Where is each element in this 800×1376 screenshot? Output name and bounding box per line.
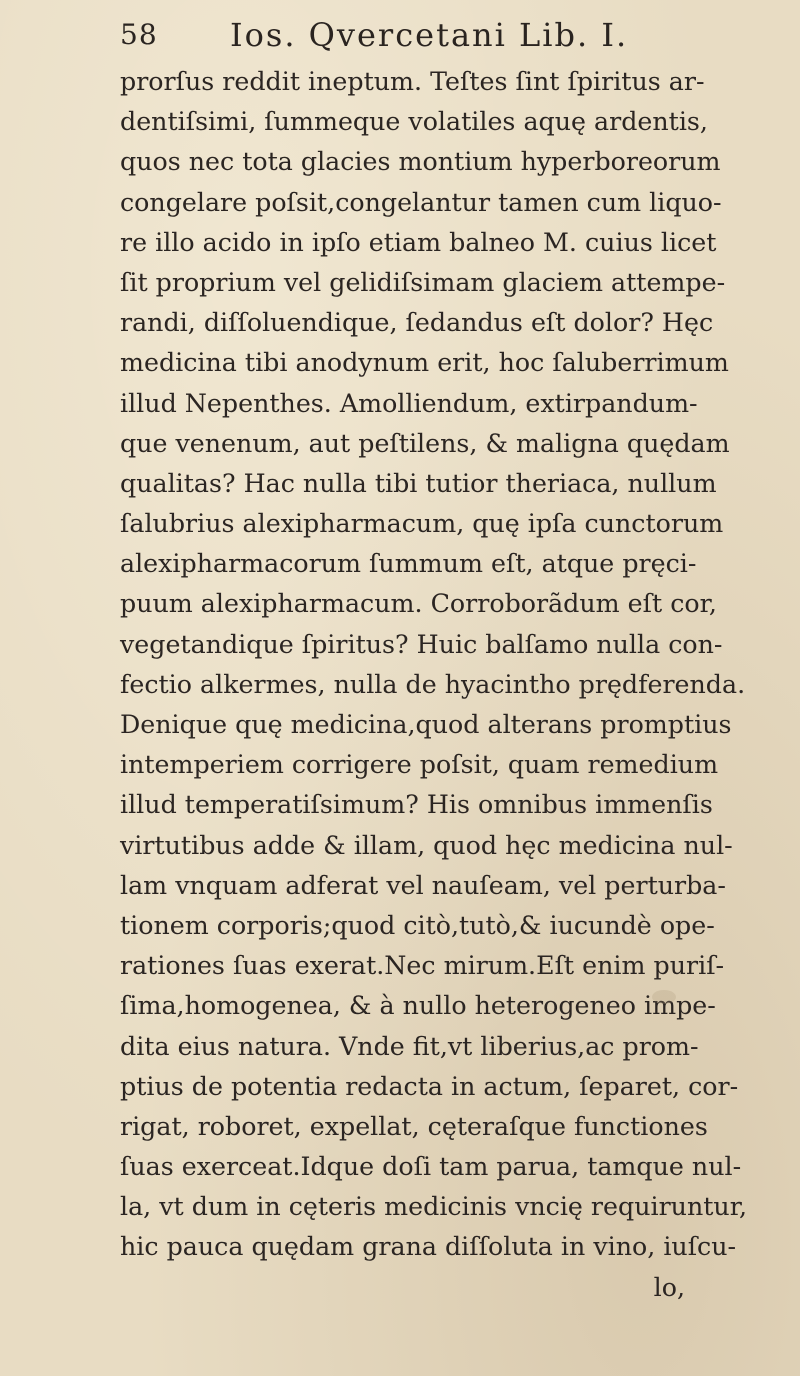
text-line: hic pauca quędam grana diſſoluta in vino, iuſcu-: [120, 1232, 737, 1262]
text-line: prorſus reddit ineptum. Teſtes ſint ſpiritus ar-: [120, 67, 705, 96]
text-line: medicina tibi anodynum erit, hoc ſaluberrimum: [120, 348, 729, 378]
text-line: ſalubrius alexipharmacum, quę ipſa cunctorum: [120, 509, 724, 539]
text-line-catchword: lo,: [653, 1272, 685, 1302]
text-line: ſuas exerceat.Idque doſi tam parua, tamque nul-: [120, 1152, 742, 1182]
text-line: re illo acido in ipſo etiam balneo M. cuius licet: [120, 227, 717, 257]
paper-stain: [652, 990, 676, 1004]
body-text: [120, 62, 748, 1308]
text-line: ptius de potentia redacta in actum, ſeparet, cor-: [120, 1071, 739, 1101]
text-line: ſima,homogenea, & à nullo heterogeneo impe-: [120, 991, 716, 1021]
page-number: 58: [120, 18, 158, 51]
text-line: dentiſsimi, ſummeque volatiles aquę ardentis,: [120, 107, 708, 137]
text-line: rigat, roboret, expellat, cęteraſque functiones: [120, 1111, 708, 1141]
text-line: congelare poſsit,congelantur tamen cum liquo-: [120, 187, 722, 217]
text-line: quos nec tota glacies montium hyperboreorum: [120, 147, 721, 177]
text-line: intemperiem corrigere poſsit, quam remedium: [120, 750, 719, 780]
text-line: ſit proprium vel gelidiſsimam glaciem attempe-: [120, 267, 726, 297]
text-line: fectio alkermes, nulla de hyacintho prędferenda.: [120, 669, 746, 699]
text-line: qualitas? Hac nulla tibi tutior theriaca, nullum: [120, 468, 717, 498]
text-line: puum alexipharmacum. Corroborãdum eſt cor,: [120, 589, 717, 619]
text-line: lam vnquam adferat vel nauſeam, vel perturba-: [120, 870, 726, 900]
text-line: dita eius natura. Vnde fit,vt liberius,ac prom-: [120, 1031, 699, 1061]
text-line: randi, diſſoluendique, ſedandus eſt dolor? Hęc: [120, 308, 714, 338]
text-line: alexipharmacorum ſummum eſt, atque pręci-: [120, 549, 697, 579]
text-line: Denique quę medicina,quod alterans promptius: [120, 710, 732, 739]
text-line: que venenum, aut peſtilens, & maligna quędam: [120, 428, 730, 458]
page-header: [120, 12, 680, 60]
text-line: tionem corporis;quod citò,tutò,& iucundè ope-: [120, 910, 715, 940]
text-line: rationes ſuas exerat.Nec mirum.Eſt enim puriſ-: [120, 951, 725, 981]
text-line: illud temperatiſsimum? His omnibus immenſis: [120, 790, 713, 820]
text-line: illud Nepenthes. Amolliendum, extirpandum-: [120, 388, 698, 418]
text-line: virtutibus adde & illam, quod hęc medicina nul-: [120, 830, 733, 860]
running-head: Ios. Qvercetani Lib. I.: [230, 16, 629, 54]
text-line: vegetandique ſpiritus? Huic balſamo nulla con-: [120, 629, 723, 659]
text-line: la, vt dum in cęteris medicinis vncię requiruntur,: [120, 1192, 748, 1222]
